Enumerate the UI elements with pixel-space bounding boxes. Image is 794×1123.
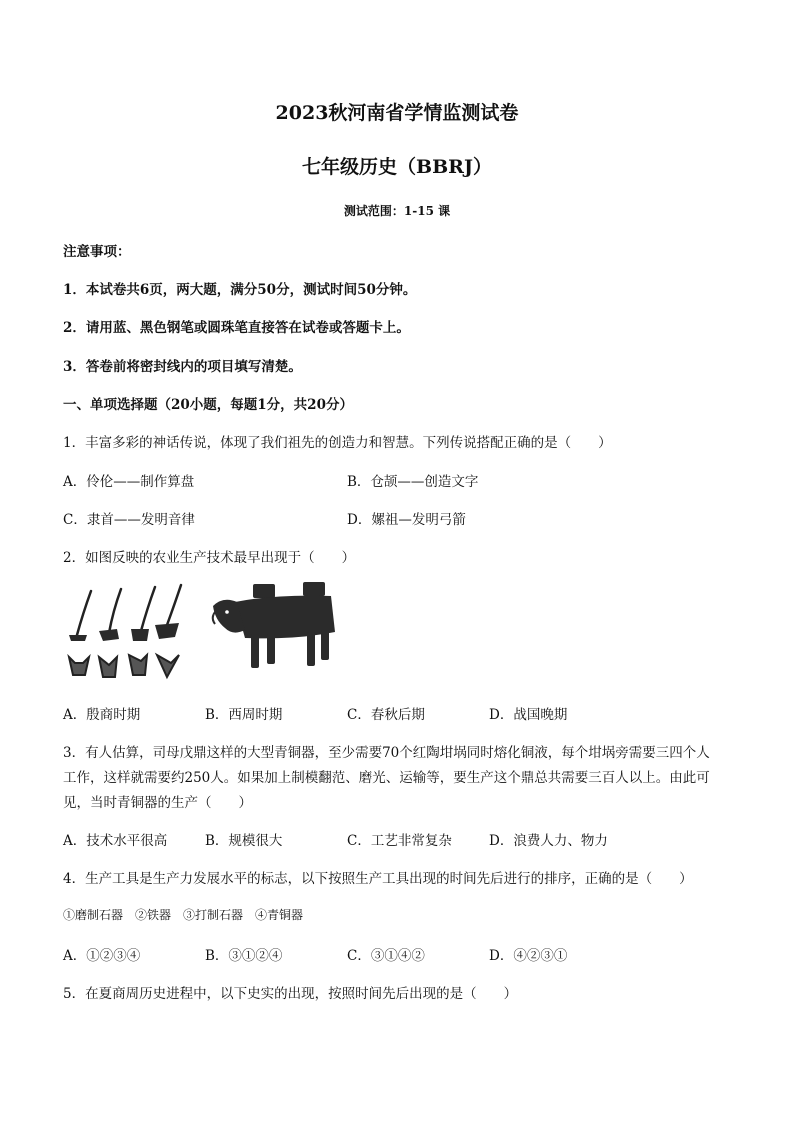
test-scope: 测试范围：1-15 课 [343,204,451,218]
question-3-option-d[interactable]: D．浪费人力、物力 [489,833,608,849]
question-3-stem-line-2: 工作，这样就需要约250人。如果加上制模翻范、磨光、运输等，要生产这个鼎总共需要三百人以上。由此可 [63,770,710,786]
question-3-option-c[interactable]: C．工艺非常复杂 [347,833,452,849]
note-item-3: 3．答卷前将密封线内的项目填写清楚。 [63,359,302,375]
page-subtitle: 七年级历史（BBRJ） [302,156,492,178]
notes-heading: 注意事项： [63,244,131,260]
question-2-option-a[interactable]: A．殷商时期 [63,707,141,723]
question-1-stem: 1．丰富多彩的神话传说，体现了我们祖先的创造力和智慧。下列传说搭配正确的是（ ） [63,435,612,451]
question-2-option-c[interactable]: C．春秋后期 [347,707,425,723]
page-title: 2023秋河南省学情监测试卷 [275,102,519,124]
question-1-option-b[interactable]: B．仓颉——创造文字 [347,474,479,490]
question-2-option-d[interactable]: D．战国晚期 [489,707,568,723]
section-heading: 一、单项选择题（20小题，每题1分，共20分） [63,397,353,413]
question-2-stem: 2．如图反映的农业生产技术最早出现于（ ） [63,550,356,566]
iron-farm-tools-icon [63,583,193,683]
question-2-option-b[interactable]: B．西周时期 [205,707,283,723]
question-3-stem-line-1: 3．有人估算，司母戊鼎这样的大型青铜器，至少需要70个红陶坩埚同时熔化铜液，每个坩埚旁需要三四个人 [63,745,710,761]
question-5-stem: 5．在夏商周历史进程中，以下史实的出现，按照时间先后出现的是（ ） [63,986,518,1002]
question-1-option-d[interactable]: D．嫘祖—发明弓箭 [347,512,466,528]
question-4-stem: 4．生产工具是生产力发展水平的标志，以下按照生产工具出现的时间先后进行的排序，正确的是（ ） [63,871,693,887]
question-1-option-c[interactable]: C．隶首——发明音律 [63,512,195,528]
question-4-items: ①磨制石器 ②铁器 ③打制石器 ④青铜器 [63,908,304,922]
question-3-option-a[interactable]: A．技术水平很高 [63,833,168,849]
bronze-ox-statue-icon [205,580,345,680]
note-item-2: 2．请用蓝、黑色钢笔或圆珠笔直接答在试卷或答题卡上。 [63,320,410,336]
question-4-option-d[interactable]: D．④②③① [489,948,568,964]
question-3-stem-line-3: 见，当时青铜器的生产（ ） [63,795,252,811]
note-item-1: 1．本试卷共6页，两大题，满分50分，测试时间50分钟。 [63,282,417,298]
question-4-option-a[interactable]: A．①②③④ [63,948,141,964]
question-1-option-a[interactable]: A．伶伦——制作算盘 [63,474,195,490]
question-4-option-b[interactable]: B．③①②④ [205,948,283,964]
question-4-option-c[interactable]: C．③①④② [347,948,425,964]
question-3-option-b[interactable]: B．规模很大 [205,833,283,849]
